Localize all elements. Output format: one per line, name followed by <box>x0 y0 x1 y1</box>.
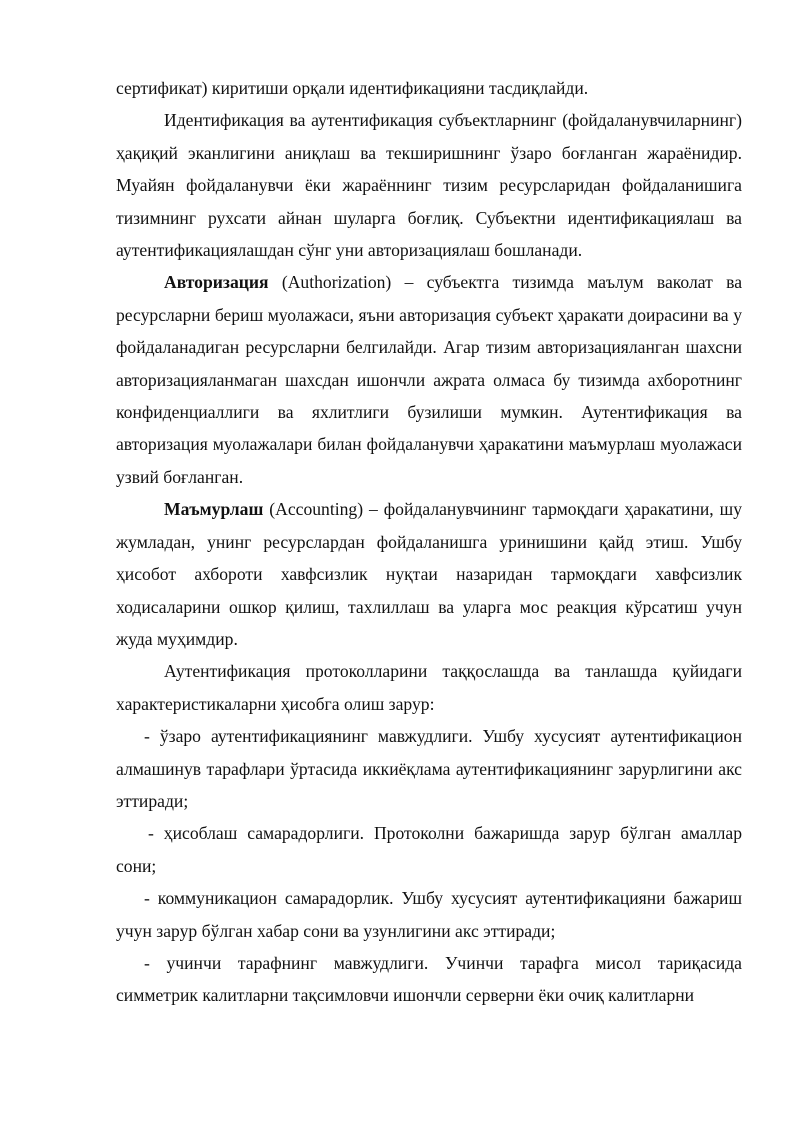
paragraph-accounting <box>116 493 742 655</box>
paragraph: Идентификация ва аутентификация субъектларнинг (фойдаланувчиларнинг) ҳақиқий эканлигини аниқлаш ва текширишнинг ўзаро боғланган жараёнидир. Муайян фойдаланувчи ёки жараённинг тизим ресурсларидан фойдаланишига тизимнинг рухсати айнан шуларга боғлиқ. Субъектни идентификациялаш ва аутентификациялашдан сўнг уни авторизациялаш бошланади. <box>116 110 742 261</box>
paragraph-text: (Authorization) – субъектга тизимда маълум ваколат ва ресурсларни бериш муолажаси, яъни авторизация субъект ҳаракати доирасини ва у фойдаланадиган ресурсларни белгилайди. Агар тизим авторизацияланган шахсни авторизацияланмаган шахсдан ишончли ажрата олмаса бу тизимда ахборотнинг конфиденциаллиги ва яхлитлиги бузилиши мумкин. Аутентификация ва авторизация муолажалари билан фойдаланувчи ҳаракатини маъмурлаш муолажаси узвий боғланган. <box>116 272 742 487</box>
list-item: - ўзаро аутентификациянинг мавжудлиги. Ушбу хусусият аутентификацион алмашинув тарафлари ўртасида иккиёқлама аутентификациянинг зарурлигини акс эттиради; <box>116 726 742 811</box>
list-item: - учинчи тарафнинг мавжудлиги. Учинчи тарафга мисол тариқасида симметрик калитларни тақсимловчи ишончли серверни ёки очиқ калитларни <box>116 952 742 1006</box>
term-accounting: Маъмурлаш <box>164 499 264 520</box>
list-item: - коммуникацион самарадорлик. Ушбу хусусият аутентификацияни бажариш учун зарур бўлган хабар сони ва узунлигини акс эттиради; <box>116 888 742 941</box>
term-authorization: Авторизация <box>164 272 269 293</box>
document-body <box>116 72 742 1012</box>
paragraph: сертификат) киритиши орқали идентификацияни тасдиқлайди. <box>116 78 589 98</box>
paragraph: Аутентификация протоколларини таққослашда ва танлашда қуйидаги характеристикаларни ҳисобга олиш зарур: <box>116 661 742 714</box>
paragraph-text: (Accounting) – фойдаланувчининг тармоқдаги ҳаракатини, шу жумладан, унинг ресурслардан фойдаланишга уринишини қайд этиш. Ушбу ҳисобот ахбороти хавфсизлик нуқтаи назаридан тармоқдаги хавфсизлик ходисаларини ошкор қилиш, тахлиллаш ва уларга мос реакция кўрсатиш учун жуда муҳимдир. <box>116 499 742 649</box>
paragraph-authorization <box>116 266 742 493</box>
list-item: - ҳисоблаш самарадорлиги. Протоколни бажаришда зарур бўлган амаллар сони; <box>116 823 742 876</box>
